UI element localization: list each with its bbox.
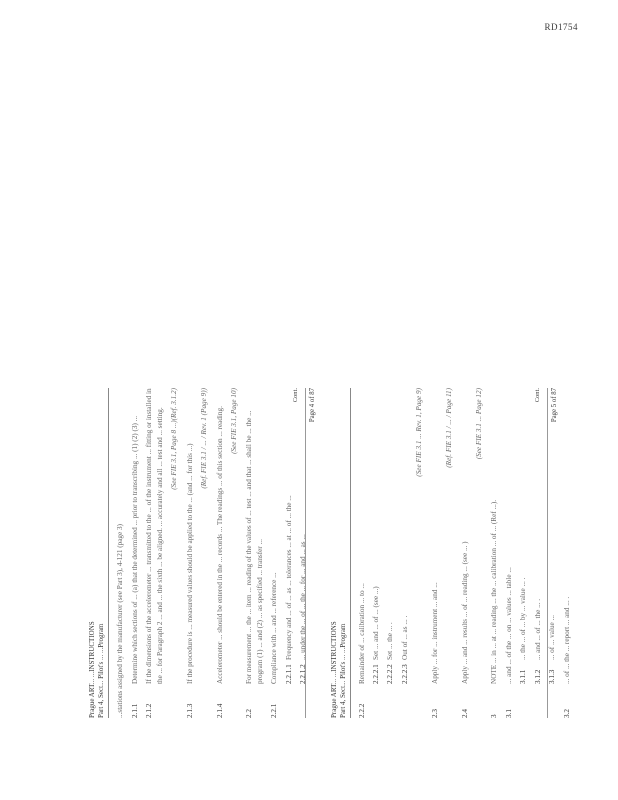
right-header — [330, 388, 348, 718]
list-item — [460, 388, 470, 718]
item-text: Apply ... and ... results ... of ... reading ... (see ... ) — [460, 541, 469, 684]
page-number: Page 5 of 87 — [551, 388, 559, 423]
item-text: If the procedure is ... measured values should be applied to the ... (and ... for this ...) — [185, 443, 194, 684]
item-text: ... of ... value ... — [548, 615, 557, 660]
reference-note: (See FIE 3.1, Page 8 ...)(Ref. 3.1.2) — [170, 388, 179, 490]
list-item — [562, 388, 572, 718]
list-item — [504, 388, 514, 718]
list-item — [371, 388, 381, 718]
right-header-line: Prague ART... ...INSTRUCTIONS — [330, 621, 338, 718]
list-item — [144, 388, 165, 718]
item-text: Set ... the ... . — [386, 622, 395, 660]
item-text: Determine which sections of ... (a) that the determined ... prior to transcribing ... (1) (2) (3) ... — [130, 415, 139, 684]
left-header-line: Prague ART... ...INSTRUCTIONS — [88, 621, 96, 718]
footer-rule — [547, 388, 548, 718]
list-item — [130, 388, 140, 718]
continued-label: Cont. — [292, 388, 300, 403]
reference-note: (See FIE 3.1 ... Page 12) — [475, 388, 483, 460]
section-item — [489, 388, 499, 718]
item-number: 2.2.2.3 — [400, 664, 409, 684]
item-text: ... the ... of ... by ... value ... . — [519, 577, 528, 660]
item-number: 2.2.1 — [270, 703, 279, 718]
item-number: 3.1 — [504, 709, 513, 718]
item-text: Frequency and ... of ... as ... tolerances ... at ... of ... the ... — [284, 495, 293, 660]
item-number: 3.1.3 — [548, 669, 557, 684]
item-text: Accelerometer ... should be entered in the ... records ... The readings ... of this section ... reading. — [215, 406, 224, 684]
header-rule — [350, 388, 351, 718]
section-text: NOTE ... in ... at ... reading ... the ... calibration ... of ... (Ref ...). — [490, 499, 499, 684]
item-number: 2.2.1.1 — [284, 664, 293, 684]
item-number: 2.4 — [460, 709, 469, 718]
reference-note: (Ref. FIE 3.1 / ... / Rev. 1 (Page 9)) — [200, 388, 209, 489]
list-item — [518, 388, 528, 718]
list-item — [400, 388, 410, 718]
left-header — [88, 388, 106, 718]
item-text: Remainder of ... calibration ... to ... — [357, 583, 366, 684]
left-intro: ...stations assigned by the manufacturer (see Part 3), 4-121 (page 3) — [115, 523, 124, 718]
item-number: 3.2 — [562, 709, 571, 718]
list-item — [357, 388, 367, 718]
item-number: 2.1.1 — [130, 703, 139, 718]
header-rule — [108, 388, 109, 718]
section-item — [244, 388, 265, 718]
item-number: 2.3 — [430, 709, 439, 718]
item-number: 2.1.3 — [185, 703, 194, 718]
item-number: 2.1.2 — [145, 703, 154, 718]
reference-note: (Ref. FIE 3.1 / ... / Page 11) — [445, 388, 454, 468]
section-number: 3 — [490, 714, 499, 718]
item-text: Compliance with ... and ... reference ... — [270, 572, 279, 684]
list-item — [185, 388, 195, 718]
section-text: For measurement ... the ... item ... reading of the values of ... test ... and that ... shall be ... the ... program (1) ... and (2) ... as specified ... transfer ... — [245, 410, 264, 684]
item-text: Set ... and ... of ... (see ...) — [371, 586, 380, 660]
item-number: 3.1.2 — [533, 669, 542, 684]
page-number: Page 4 of 87 — [309, 388, 317, 423]
left-page — [88, 388, 318, 718]
footer-rule — [305, 388, 306, 718]
right-header-line: Part 4, Sect... Pilot's ... ...Program — [338, 623, 347, 718]
continued-label: Cont. — [534, 388, 542, 403]
reference-note: (See FIE 3.1 ... Rev. 1, Page 9) — [415, 388, 424, 477]
item-text: ... and ... of the ... on ... values ... table ... — [504, 567, 513, 684]
list-item — [284, 388, 294, 718]
reference-note: (See FIE 3.1, Page 10) — [230, 388, 238, 454]
item-number: 3.1.1 — [519, 669, 528, 684]
item-number: 2.1.4 — [215, 703, 224, 718]
item-number: 2.2.2 — [357, 703, 366, 718]
item-text: Apply ... for ... instrument ... and ... — [430, 582, 439, 684]
list-item — [430, 388, 440, 718]
item-number: 2.2.2.1 — [371, 664, 380, 684]
item-text: ... under the ... of ... the ... for ... and ... as ... — [299, 534, 308, 660]
item-text: If the dimensions of the accelerometer ... transmitted to the ... of the instrument ... fitting or installed in the ... for Paragraph 2 ... and ... the sixth ... be aligned. ... accurately and all ... test and ... setting. — [145, 388, 164, 684]
item-number: 2.2.2.2 — [386, 664, 395, 684]
item-text: ... and ... of ... the ... . — [533, 598, 542, 660]
item-text: ... of ... the ... report ... and ... . — [562, 596, 571, 684]
list-item — [215, 388, 225, 718]
list-item — [269, 388, 279, 718]
section-number: 2.2 — [245, 709, 254, 718]
left-header-line: Part 4, Sect... Pilot's ... ...Program — [96, 623, 105, 718]
list-item — [385, 388, 395, 718]
right-page — [330, 388, 571, 718]
item-number: 2.2.1.2 — [299, 664, 308, 684]
page-id: RD1754 — [544, 22, 578, 32]
item-text: Out of ... as ... . — [400, 615, 409, 660]
list-item — [533, 388, 543, 718]
